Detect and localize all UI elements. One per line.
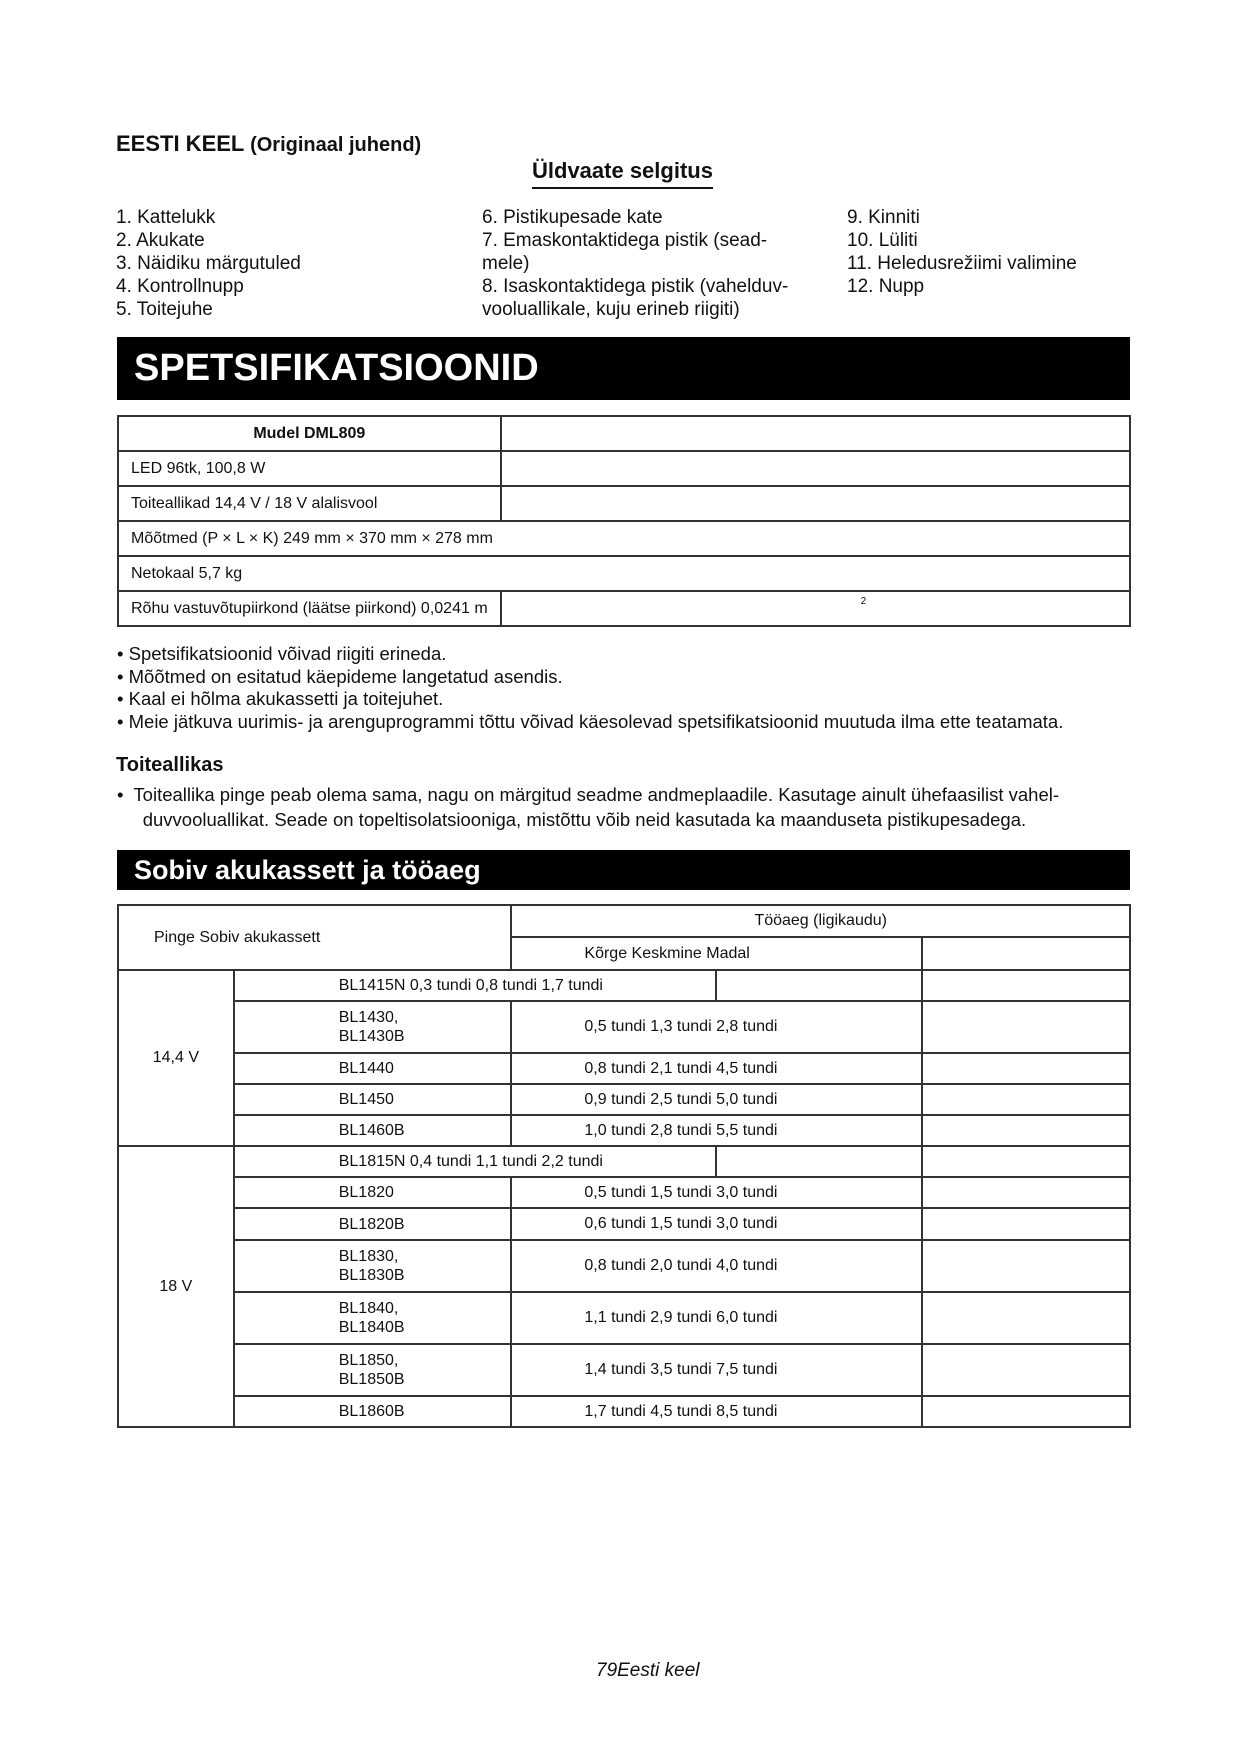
runtime-cell: 0,8 tundi 2,1 tundi 4,5 tundi — [511, 1053, 921, 1084]
table-row — [118, 1177, 1130, 1208]
empty-cell — [922, 970, 1130, 1001]
table-row — [118, 1344, 1130, 1396]
header-runtime: Tööaeg (ligikaudu) — [511, 905, 1130, 937]
empty-cell — [922, 1292, 1130, 1344]
header-voltage-battery: Pinge Sobiv akukassett — [118, 905, 511, 970]
legend-item: 8. Isaskontaktidega pistik (vahelduv- — [482, 276, 789, 297]
language-subtitle: (Originaal juhend) — [250, 134, 422, 156]
spec-cell: Mõõtmed (P × L × K) 249 mm × 370 mm × 278 mm — [118, 521, 1130, 556]
battery-table — [117, 904, 1131, 1428]
legend-item: 3. Näidiku märgutuled — [116, 253, 301, 274]
empty-cell — [922, 1115, 1130, 1146]
table-row — [118, 1396, 1130, 1427]
power-line: • Toiteallika pinge peab olema sama, nagu on märgitud seadme andmeplaadile. Kasutage ainult ühefaasilist vahel- — [117, 784, 1060, 805]
battery-model-cell: BL1440 — [234, 1053, 512, 1084]
legend-column-2 — [482, 206, 788, 321]
battery-model-cell: BL1820B — [234, 1208, 512, 1240]
legend-item: 10. Lüliti — [847, 230, 918, 251]
note-item: • Mõõtmed on esitatud käepideme langetatud asendis. — [117, 665, 563, 687]
legend-item: mele) — [482, 253, 530, 274]
empty-cell — [922, 1001, 1130, 1053]
legend-item: vooluallikale, kuju erineb riigiti) — [482, 299, 740, 320]
legend-item: 6. Pistikupesade kate — [482, 207, 663, 228]
legend-column-1 — [116, 206, 301, 321]
runtime-cell: 1,0 tundi 2,8 tundi 5,5 tundi — [511, 1115, 921, 1146]
empty-cell — [922, 1396, 1130, 1427]
legend-item: 9. Kinniti — [847, 207, 920, 228]
legend-item: 11. Heledusrežiimi valimine — [847, 253, 1077, 274]
legend-item: 2. Akukate — [116, 230, 205, 251]
empty-cell — [922, 1240, 1130, 1292]
battery-model-cell: BL1840, BL1840B — [234, 1292, 512, 1344]
table-row — [118, 486, 1130, 521]
note-item: • Kaal ei hõlma akukassetti ja toitejuhet. — [117, 688, 444, 709]
runtime-cell: 0,5 tundi 1,3 tundi 2,8 tundi — [511, 1001, 921, 1053]
page-footer: 79Eesti keel — [596, 1660, 700, 1681]
table-row — [118, 451, 1130, 486]
table-row — [118, 1084, 1130, 1115]
battery-model-cell: BL1850, BL1850B — [234, 1344, 512, 1396]
battery-model-cell: BL1830, BL1830B — [234, 1240, 512, 1292]
empty-cell — [501, 416, 1130, 451]
overview-title: Üldvaate selgitus — [532, 158, 713, 189]
runtime-cell: 0,6 tundi 1,5 tundi 3,0 tundi — [511, 1208, 921, 1240]
battery-model-cell: BL1460B — [234, 1115, 512, 1146]
table-row — [118, 1292, 1130, 1344]
legend-item: 7. Emaskontaktidega pistik (sead- — [482, 230, 768, 251]
runtime-cell: 0,8 tundi 2,0 tundi 4,0 tundi — [511, 1240, 921, 1292]
table-row — [118, 970, 1130, 1001]
legend-column-3 — [847, 206, 1077, 298]
header-levels: Kõrge Keskmine Madal — [511, 937, 921, 970]
table-row — [118, 1146, 1130, 1177]
specs-table — [117, 415, 1131, 627]
empty-cell — [922, 1146, 1130, 1177]
battery-model-cell: BL1820 — [234, 1177, 512, 1208]
table-row — [118, 1240, 1130, 1292]
power-text — [117, 782, 1059, 832]
battery-section-title: Sobiv akukassett ja tööaeg — [117, 850, 1130, 890]
empty-cell — [922, 1208, 1130, 1240]
spec-cell: Toiteallikad 14,4 V / 18 V alalisvool — [118, 486, 501, 521]
language-title: EESTI KEEL — [116, 131, 244, 156]
voltage-cell: 14,4 V — [118, 970, 234, 1146]
note-item: • Spetsifikatsioonid võivad riigiti erineda. — [117, 643, 447, 664]
table-row — [118, 1053, 1130, 1084]
legend-item: 12. Nupp — [847, 276, 925, 297]
table-row — [118, 591, 1130, 626]
specs-section-title: SPETSIFIKATSIOONID — [117, 337, 1130, 400]
spec-notes — [117, 643, 1137, 733]
spec-cell: LED 96tk, 100,8 W — [118, 451, 501, 486]
battery-model-cell: BL1815N 0,4 tundi 1,1 tundi 2,2 tundi — [234, 1146, 716, 1177]
empty-cell — [716, 1146, 922, 1177]
battery-model-cell: BL1450 — [234, 1084, 512, 1115]
table-row — [118, 521, 1130, 556]
empty-cell — [922, 1344, 1130, 1396]
table-row — [118, 1001, 1130, 1053]
table-header-row — [118, 905, 1130, 937]
runtime-cell: 0,9 tundi 2,5 tundi 5,0 tundi — [511, 1084, 921, 1115]
battery-model-cell: BL1430, BL1430B — [234, 1001, 512, 1053]
battery-model-cell: BL1415N 0,3 tundi 0,8 tundi 1,7 tundi — [234, 970, 716, 1001]
empty-cell — [501, 486, 1130, 521]
legend-item: 1. Kattelukk — [116, 207, 216, 228]
runtime-cell: 0,5 tundi 1,5 tundi 3,0 tundi — [511, 1177, 921, 1208]
model-cell: Mudel DML809 — [118, 416, 501, 451]
empty-cell — [922, 1084, 1130, 1115]
table-row — [118, 416, 1130, 451]
runtime-cell: 1,4 tundi 3,5 tundi 7,5 tundi — [511, 1344, 921, 1396]
superscript: 2 — [860, 596, 867, 607]
empty-cell — [922, 1177, 1130, 1208]
legend-item: 5. Toitejuhe — [116, 299, 213, 320]
empty-cell — [922, 1053, 1130, 1084]
superscript-cell — [501, 591, 1130, 626]
table-row — [118, 1208, 1130, 1240]
empty-cell — [716, 970, 922, 1001]
power-title: Toiteallikas — [116, 754, 224, 776]
table-row — [118, 1115, 1130, 1146]
table-row — [118, 556, 1130, 591]
legend-item: 4. Kontrollnupp — [116, 276, 244, 297]
battery-model-cell: BL1860B — [234, 1396, 512, 1427]
power-line: duvvooluallikat. Seade on topeltisolatsiooniga, mistõttu võib neid kasutada ka maanduseta pistikupesadega. — [117, 809, 1027, 830]
spec-cell: Netokaal 5,7 kg — [118, 556, 1130, 591]
runtime-cell: 1,1 tundi 2,9 tundi 6,0 tundi — [511, 1292, 921, 1344]
empty-cell — [501, 451, 1130, 486]
note-item: • Meie jätkuva uurimis- ja arenguprogrammi tõttu võivad käesolevad spetsifikatsioonid muutuda ilma ette teatamata. — [117, 710, 1064, 732]
runtime-cell: 1,7 tundi 4,5 tundi 8,5 tundi — [511, 1396, 921, 1427]
spec-cell: Rõhu vastuvõtupiirkond (läätse piirkond) 0,0241 m — [118, 591, 501, 626]
empty-cell — [922, 937, 1130, 970]
page-heading — [116, 131, 421, 157]
voltage-cell: 18 V — [118, 1146, 234, 1427]
